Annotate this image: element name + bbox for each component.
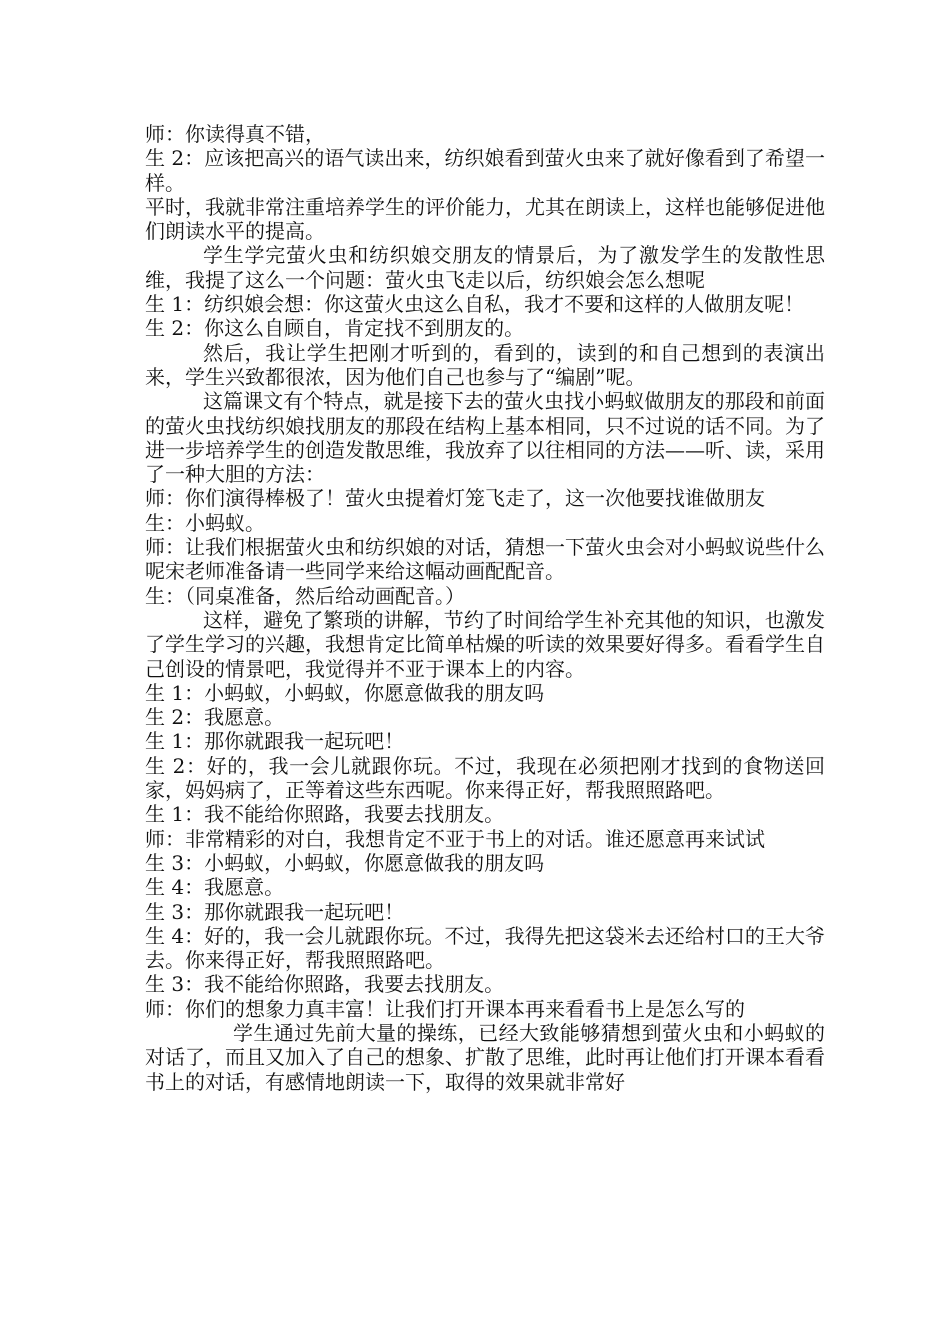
paragraph: 生 3：小蚂蚁，小蚂蚁，你愿意做我的朋友吗 (145, 850, 545, 875)
paragraph: 生 3：那你就跟我一起玩吧！ (145, 899, 405, 924)
paragraph: 生 1：我不能给你照路，我要去找朋友。 (145, 802, 505, 827)
paragraph: 师：让我们根据萤火虫和纺织娘的对话，猜想一下萤火虫会对小蚂蚁说些什么呢宋老师准备请一些同学来给这幅动画配配音。 (145, 535, 825, 584)
paragraph: 学生通过先前大量的操练，已经大致能够猜想到萤火虫和小蚂蚁的对话了，而且又加入了自己的想象、扩散了思维，此时再让他们打开课本看看书上的对话，有感情地朗读一下，取得的效果就非常好 (145, 1020, 825, 1094)
paragraph: 生 3：我不能给你照路，我要去找朋友。 (145, 972, 505, 997)
paragraph: 师：你们的想象力真丰富！让我们打开课本再来看看书上是怎么写的 (145, 996, 745, 1021)
paragraph: 然后，我让学生把刚才听到的，看到的，读到的和自己想到的表演出来，学生兴致都很浓，因为他们自己也参与了“编剧”呢。 (145, 340, 825, 389)
paragraph: 平时，我就非常注重培养学生的评价能力，尤其在朗读上，这样也能够促进他们朗读水平的提高。 (145, 194, 825, 244)
paragraph: 生 4：好的，我一会儿就跟你玩。不过，我得先把这袋米去还给村口的王大爷去。你来得正好，帮我照照路吧。 (145, 923, 825, 973)
paragraph: 生：小蚂蚁。 (145, 510, 265, 535)
paragraph: 师：非常精彩的对白，我想肯定不亚于书上的对话。谁还愿意再来试试 (145, 826, 765, 851)
paragraph: 生 1：那你就跟我一起玩吧！ (145, 729, 405, 754)
paragraph: 师：你们演得棒极了！萤火虫提着灯笼飞走了，这一次他要找谁做朋友 (145, 486, 765, 511)
paragraph: 师：你读得真不错， (145, 122, 325, 146)
paragraph: 这样，避免了繁琐的讲解，节约了时间给学生补充其他的知识，也激发了学生学习的兴趣，我想肯定比简单枯燥的听读的效果要好得多。看看学生自己创设的情景吧，我觉得并不亚于课本上的内容。 (145, 607, 825, 681)
paragraph: 生 1：纺织娘会想：你这萤火虫这么自私，我才不要和这样的人做朋友呢！ (145, 292, 805, 317)
paragraph: 生：（同桌准备，然后给动画配音。） (145, 583, 465, 608)
paragraph: 生 2：应该把高兴的语气读出来，纺织娘看到萤火虫来了就好像看到了希望一样。 (145, 146, 825, 195)
paragraph: 这篇课文有个特点，就是接下去的萤火虫找小蚂蚁做朋友的那段和前面的萤火虫找纺织娘找朋友的那段在结构上基本相同，只不过说的话不同。为了进一步培养学生的创造发散思维，我放弃了以往相同的方法——听、读，采用了一种大胆的方法： (145, 389, 825, 487)
document-body (145, 122, 825, 1094)
paragraph: 生 2：你这么自顾自，肯定找不到朋友的。 (145, 316, 525, 341)
paragraph: 生 2：好的，我一会儿就跟你玩。不过，我现在必须把刚才找到的食物送回家，妈妈病了，正等着这些东西呢。你来得正好，帮我照照路吧。 (145, 753, 825, 803)
paragraph: 生 4：我愿意。 (145, 875, 285, 900)
paragraph: 生 2：我愿意。 (145, 705, 285, 730)
paragraph: 学生学完萤火虫和纺织娘交朋友的情景后，为了激发学生的发散性思维，我提了这么一个问题：萤火虫飞走以后，纺织娘会怎么想呢 (145, 243, 825, 292)
paragraph: 生 1：小蚂蚁，小蚂蚁，你愿意做我的朋友吗 (145, 680, 545, 705)
